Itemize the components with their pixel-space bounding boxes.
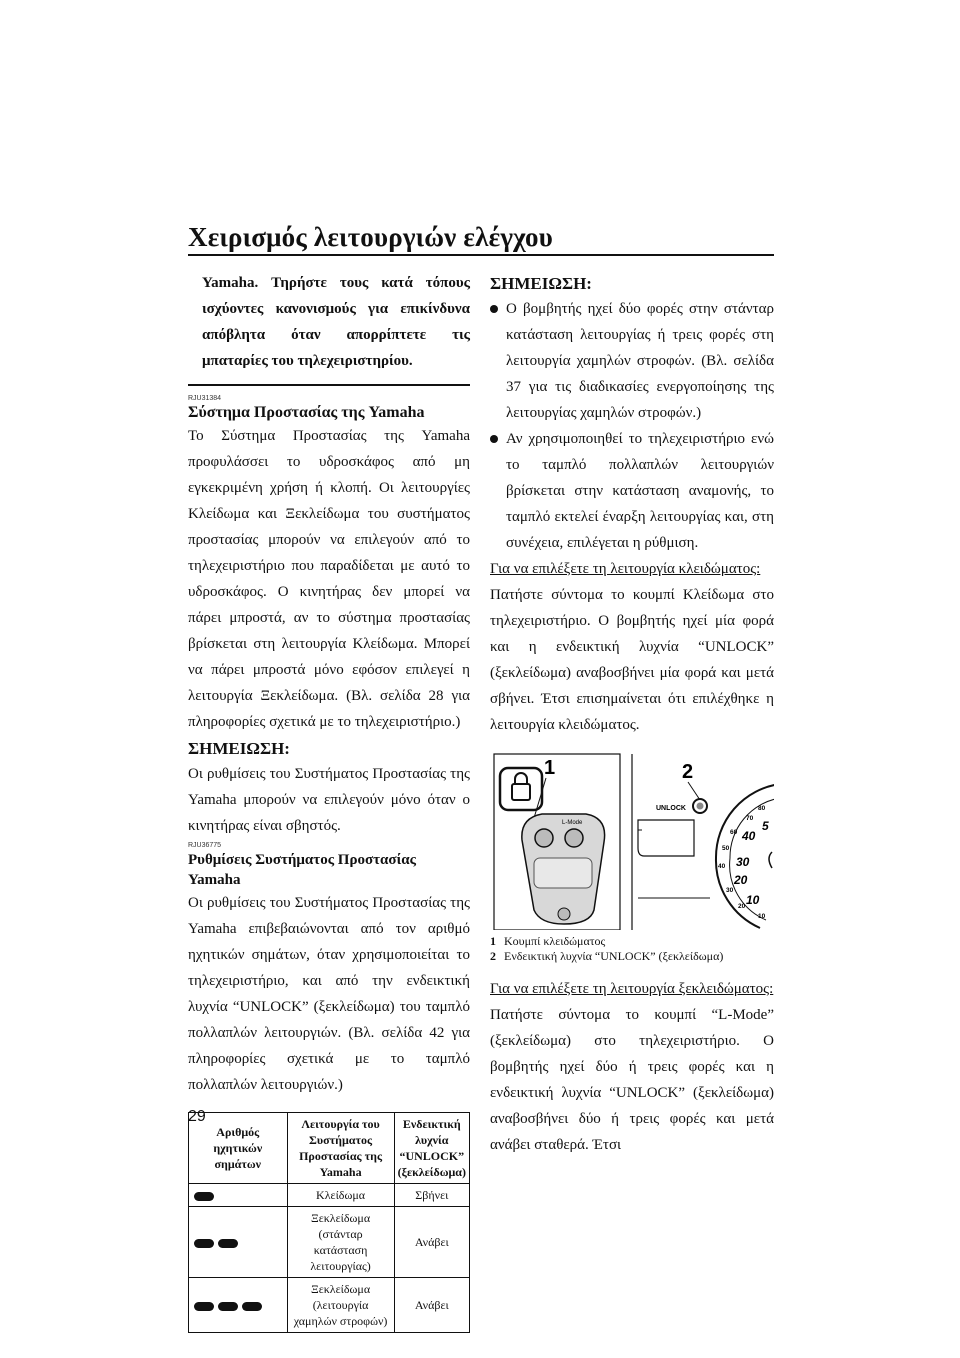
table-header: Λειτουργία του Συστήματος Προστασίας της Yamaha: [287, 1113, 394, 1184]
warning-text: Yamaha. Τηρήστε τους κατά τόπους ισχύοντες κανονισμούς για επικίνδυνα απόβλητα όταν απορρίπτετε τις μπαταρίες του τηλεχειριστηρίου.: [202, 275, 470, 369]
gauge-number: 10: [746, 893, 760, 907]
table-header: Ενδεικτική λυχνία “UNLOCK” (ξεκλείδωμα): [394, 1113, 469, 1184]
meter-bezel-line: [638, 830, 710, 898]
beep-icon: [194, 1192, 214, 1201]
caption-number: 2: [490, 949, 496, 963]
unlock-heading: Για να επιλέξετε τη λειτουργία ξεκλειδώματος:: [490, 981, 774, 997]
bullet-icon: [490, 305, 498, 313]
remote-lock-button: [535, 829, 553, 847]
gauge-number: 20: [734, 873, 748, 887]
gauge-number: 5: [762, 819, 769, 833]
section-code: RJU36775: [188, 842, 222, 849]
callout-2-line: [688, 782, 700, 800]
unlock-lamp-core: [697, 803, 704, 810]
section-title-settings: Ρυθμίσεις Συστήματος Προστασίας Yamaha: [188, 852, 416, 888]
warning-divider: [188, 384, 470, 386]
tick-label: 60: [730, 829, 738, 836]
beep-icon: [242, 1302, 262, 1311]
mode-cell: Ξεκλείδωμα (στάνταρ κατάσταση λειτουργίας): [287, 1207, 394, 1278]
section-title-protection: Σύστημα Προστασίας της Yamaha: [188, 404, 425, 421]
caption-item: [490, 949, 774, 964]
section-body-protection: Το Σύστημα Προστασίας της Yamaha προφυλάσσει το υδροσκάφος από μη εγκεκριμένη χρήση ή κλοπή. Οι λειτουργίες Κλείδωμα και Ξεκλείδωμα του συστήματος προστασίας μπορούν να επιλεγούν από το τηλεχειριστήριο που παραδίδεται με αυτό το υδροσκάφος. Ο κινητήρας δεν μπορεί να πάρει μπροστά, αν το σύστημα προστασίας βρίσκεται στη λειτουργία Κλείδωμα. Μπορεί να πάρει μπροστά μόνο εφόσον επιλεγεί η λειτουργία Ξεκλείδωμα. (Βλ. σελίδα 28 για πληροφορίες σχετικά με το τηλεχειριστήριο.): [188, 428, 470, 730]
beep-cell: [189, 1207, 288, 1278]
meter-window: [638, 820, 694, 856]
speedometer-big-numbers: [733, 819, 769, 907]
tick-label: 70: [746, 815, 754, 822]
note-body: Οι ρυθμίσεις του Συστήματος Προστασίας της Yamaha μπορούν να επιλεγούν μόνο όταν ο κινητήρας είναι σβηστός.: [188, 766, 470, 834]
note-bullet: [490, 296, 774, 426]
gauge-number: 30: [736, 855, 750, 869]
lamp-cell: Ανάβει: [394, 1207, 469, 1278]
table-row: [189, 1184, 470, 1207]
note-bullet: [490, 426, 774, 556]
beep-icon: [218, 1239, 238, 1248]
gauge-number: 40: [742, 829, 756, 843]
lock-button-zoom: [500, 768, 542, 810]
caption-number: 1: [490, 934, 496, 948]
tick-label: 40: [718, 863, 726, 870]
table-header: Αριθμός ηχητικών σημάτων: [189, 1113, 288, 1184]
bullet-icon: [490, 435, 498, 443]
figure-caption: [490, 934, 774, 964]
lock-heading: Για να επιλέξετε τη λειτουργία κλειδώματος:: [490, 561, 761, 577]
table-row: [189, 1278, 470, 1333]
mode-cell: Ξεκλείδωμα (λειτουργία χαμηλών στροφών): [287, 1278, 394, 1333]
unlock-body: Πατήστε σύντομα το κουμπί “L-Mode” (ξεκλείδωμα) στο τηλεχειριστήριο. Ο βομβητής ηχεί δύο ή τρεις φορές και η ενδεικτική λυχνία “UNLOCK” (ξεκλείδωμα) αναβοσβήνει δύο ή τρεις φορές και μετά ανάβει σταθερά. Έτσι: [490, 1007, 774, 1153]
remote-ring: [558, 908, 570, 920]
remote-face: [534, 858, 592, 888]
lamp-cell: Ανάβει: [394, 1278, 469, 1333]
tick-label: 20: [738, 903, 746, 910]
section-code: RJU31384: [188, 395, 222, 402]
note-heading: ΣΗΜΕΙΩΣΗ:: [490, 274, 592, 293]
remote-lmode-label: L-Mode: [562, 820, 583, 826]
beep-icon: [218, 1302, 238, 1311]
beep-cell: [189, 1184, 288, 1207]
beep-icon: [194, 1302, 214, 1311]
left-column: [188, 270, 470, 1333]
bullet-text: Αν χρησιμοποιηθεί το τηλεχειριστήριο ενώ το ταμπλό πολλαπλών λειτουργιών βρίσκεται στην κατάσταση αναμονής, το ταμπλό εκτελεί έναρξη λειτουργίας και, στη συνέχεια, επιλέγεται η ρύθμιση.: [506, 431, 774, 551]
beep-cell: [189, 1278, 288, 1333]
beep-icon: [194, 1239, 214, 1248]
caption-item: [490, 934, 774, 949]
title-rule: [188, 254, 774, 256]
right-column: [490, 270, 774, 1158]
callout-2: 2: [682, 761, 694, 783]
remote-and-meter-figure: [490, 748, 774, 930]
mode-cell: Κλείδωμα: [287, 1184, 394, 1207]
tick-label: 10: [758, 913, 766, 920]
page-title: Χειρισμός λειτουργιών ελέγχου: [188, 222, 553, 252]
unlock-label: UNLOCK: [656, 805, 686, 812]
caption-text: Ενδεικτική λυχνία “UNLOCK” (ξεκλείδωμα): [504, 949, 724, 963]
page-number: 29: [188, 1108, 206, 1125]
tick-label: 50: [722, 845, 730, 852]
remote-lmode-button: [565, 829, 583, 847]
tick-label: 30: [726, 887, 734, 894]
figure-illustration: [490, 748, 774, 930]
callout-1: 1: [544, 757, 556, 779]
tick-label: 80: [758, 805, 766, 812]
beep-signal-table: [188, 1112, 470, 1333]
section-body-settings: Οι ρυθμίσεις του Συστήματος Προστασίας της Yamaha επιβεβαιώνονται από τον αριθμό ηχητικών σημάτων, όταν χρησιμοποιείται το τηλεχειριστήριο, και από την ενδεικτική λυχνία “UNLOCK” (ξεκλείδωμα) του ταμπλό πολλαπλών λειτουργιών. (Βλ. σελίδα 42 για πληροφορίες σχετικά με το ταμπλό πολλαπλών λειτουργιών.): [188, 895, 470, 1093]
lamp-cell: Σβήνει: [394, 1184, 469, 1207]
lock-body: Πατήστε σύντομα το κουμπί Κλείδωμα στο τηλεχειριστήριο. Ο βομβητής ηχεί μία φορά και η ενδεικτική λυχνία “UNLOCK” (ξεκλείδωμα) αναβοσβήνει μία φορά και μετά σβήνει. Έτσι επισημαίνεται ότι επιλέχθηκε η λειτουργία κλειδώματος.: [490, 587, 774, 733]
caption-text: Κουμπί κλειδώματος: [504, 934, 606, 948]
gauge-needle-hub: [769, 852, 772, 868]
table-row: [189, 1207, 470, 1278]
note-heading: ΣΗΜΕΙΩΣΗ:: [188, 739, 290, 758]
bullet-text: Ο βομβητής ηχεί δύο φορές στην στάνταρ κατάσταση λειτουργίας ή τρεις φορές στη λειτουργία χαμηλών στροφών. (Βλ. σελίδα 37 για τις διαδικασίες ενεργοποίησης της λειτουργίας χαμηλών στροφών.): [506, 301, 774, 421]
